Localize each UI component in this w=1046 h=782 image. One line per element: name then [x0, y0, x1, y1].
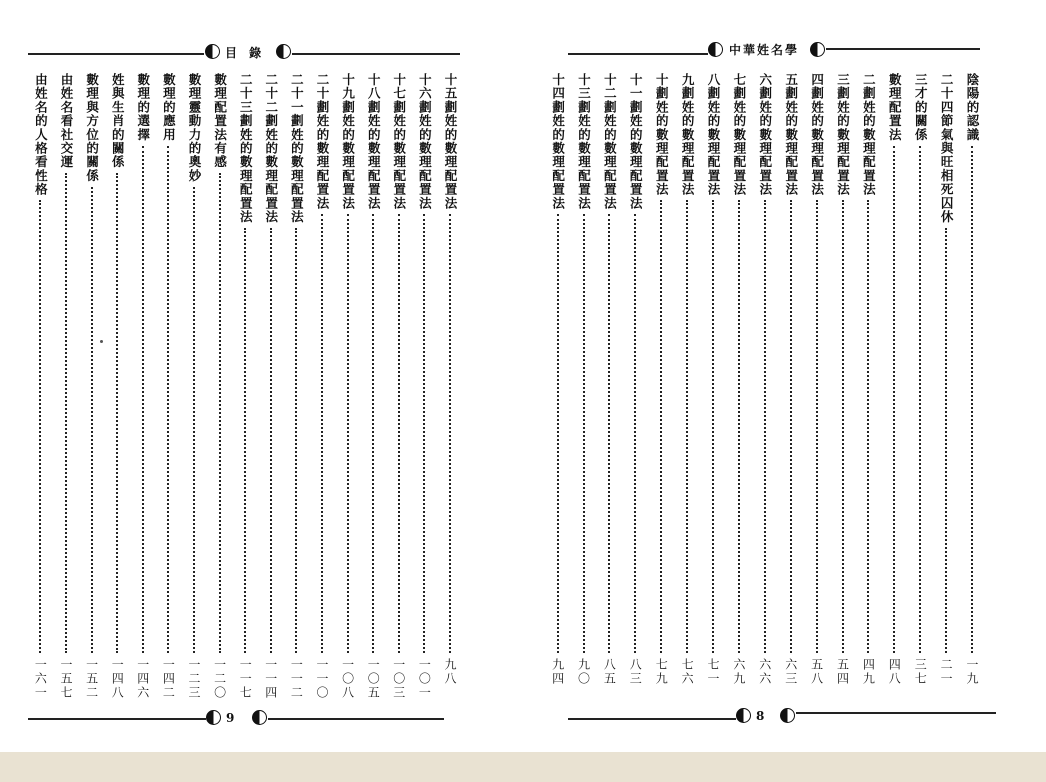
- toc-entry-page-number: 八五: [602, 658, 617, 686]
- footer-rule-right: [268, 718, 444, 720]
- toc-entry: [677, 73, 697, 706]
- toc-entry: [833, 73, 853, 706]
- toc-entry-title: 數理與方位的關係: [84, 73, 100, 183]
- toc-entry: [286, 73, 306, 706]
- toc-entry-title: 二十二劃姓的數理配置法: [263, 73, 279, 224]
- toc-entry-title: 數理配置法有感: [212, 73, 228, 169]
- toc-entry-page-number: 三七: [913, 658, 928, 686]
- toc-entry-title: 二劃姓的數理配置法: [861, 73, 877, 197]
- toc-entry: [414, 73, 434, 706]
- toc-entry-title: 三才的關係: [913, 73, 929, 142]
- toc-entry-title: 二十劃姓的數理配置法: [315, 73, 330, 210]
- toc-entry-page-number: 一四六: [135, 658, 150, 700]
- toc-entry: [312, 73, 332, 706]
- dot-leader: [423, 214, 425, 653]
- dot-leader: [660, 200, 662, 653]
- toc-entry-page-number: 六九: [731, 658, 746, 686]
- toc-entry-page-number: 一五七: [59, 658, 73, 700]
- toc-entry-page-number: 七六: [680, 658, 695, 686]
- toc-entry-title: 由姓名看社交運: [59, 73, 74, 169]
- page-number: 8: [756, 709, 769, 723]
- toc-entry-page-number: 九八: [443, 658, 457, 686]
- toc-entry: [884, 73, 904, 706]
- toc-entry: [858, 73, 878, 706]
- page-header-title: 中華姓名學: [729, 43, 800, 57]
- toc-entry: [107, 73, 127, 706]
- toc-entry-page-number: 六三: [783, 658, 798, 686]
- toc-entry-page-number: 一〇八: [340, 658, 355, 700]
- toc-entry-title: 七劃姓的數理配置法: [731, 73, 747, 197]
- toc-entry: [82, 73, 102, 706]
- toc-entry: [574, 73, 594, 706]
- dot-leader: [219, 173, 221, 653]
- toc-entry: [729, 73, 749, 706]
- toc-entry-title: 數理的應用: [161, 73, 177, 142]
- toc-entry-page-number: 一一七: [238, 658, 253, 700]
- dot-leader: [738, 200, 740, 653]
- toc-entry: [210, 73, 230, 706]
- toc-entry: [755, 73, 775, 706]
- toc-entry-title: 陰陽的認識: [965, 73, 980, 142]
- dot-leader: [167, 146, 169, 654]
- toc-entry-page-number: 一一〇: [315, 658, 329, 700]
- toc-entry: [625, 73, 645, 706]
- toc-entry-title: 六劃姓的數理配置法: [757, 73, 773, 197]
- dot-leader: [557, 214, 559, 653]
- toc-entry: [261, 73, 281, 706]
- toc-entry-title: 八劃姓的數理配置法: [706, 73, 721, 197]
- toc-entry-page-number: 五四: [835, 658, 850, 686]
- header-rule-right: [826, 48, 980, 50]
- dot-leader: [65, 173, 67, 653]
- dot-leader: [116, 173, 118, 653]
- toc-entry: [133, 73, 153, 706]
- toc-page-9: [18, 0, 468, 752]
- toc-entry-page-number: 七九: [654, 658, 669, 686]
- scan-background-strip: [0, 752, 1046, 782]
- dot-leader: [449, 214, 451, 653]
- toc-entry-title: 十九劃姓的數理配置法: [340, 73, 356, 210]
- dot-leader: [347, 214, 349, 653]
- header-rule-left: [28, 53, 204, 55]
- toc-entry-title: 十五劃姓的數理配置法: [443, 73, 458, 210]
- yin-yang-icon: [276, 44, 291, 59]
- footer-rule-right: [796, 712, 996, 714]
- toc-entry-page-number: 四九: [861, 658, 876, 686]
- dot-leader: [919, 146, 921, 654]
- toc-entry-title: 十二劃姓的數理配置法: [602, 73, 618, 210]
- toc-entry-page-number: 七一: [706, 658, 720, 686]
- toc-entry-title: 數理靈動力的奧妙: [187, 73, 202, 183]
- toc-entry-page-number: 六六: [757, 658, 772, 686]
- toc-entry-title: 三劃姓的數理配置法: [835, 73, 851, 197]
- toc-entry-title: 十劃姓的數理配置法: [654, 73, 670, 197]
- toc-entry: [338, 73, 358, 706]
- toc-entry: [389, 73, 409, 706]
- header-rule-right: [292, 53, 460, 55]
- toc-entry-title: 數理配置法: [887, 73, 903, 142]
- dot-leader: [686, 200, 688, 653]
- toc-entry: [936, 73, 956, 706]
- toc-entry-title: 五劃姓的數理配置法: [783, 73, 799, 197]
- toc-entry-page-number: 一四二: [161, 658, 176, 700]
- yin-yang-icon: [736, 708, 751, 723]
- dot-leader: [971, 146, 973, 654]
- toc-entry: [962, 73, 982, 706]
- yin-yang-icon: [205, 44, 220, 59]
- dot-leader: [372, 214, 374, 653]
- toc-entry-page-number: 八三: [628, 658, 643, 686]
- toc-entry-page-number: 一五二: [84, 658, 99, 700]
- toc-entry: [548, 73, 568, 706]
- toc-entry-title: 十六劃姓的數理配置法: [417, 73, 433, 210]
- toc-entry-title: 二十三劃姓的數理配置法: [238, 73, 254, 224]
- toc-entry-title: 十一劃姓的數理配置法: [628, 73, 644, 210]
- toc-entry-title: 十四劃姓的數理配置法: [550, 73, 566, 210]
- dot-leader: [816, 200, 818, 653]
- toc-entry-page-number: 一四八: [110, 658, 125, 700]
- toc-entry-title: 十七劃姓的數理配置法: [391, 73, 407, 210]
- toc-entry-title: 十八劃姓的數理配置法: [366, 73, 382, 210]
- dot-leader: [634, 214, 636, 653]
- toc-entry: [781, 73, 801, 706]
- toc-entry: [184, 73, 204, 706]
- toc-entry: [651, 73, 671, 706]
- toc-entry-title: 九劃姓的數理配置法: [680, 73, 696, 197]
- dot-leader: [193, 187, 195, 653]
- toc-entry: [56, 73, 76, 706]
- footer-rule-left: [28, 718, 206, 720]
- dot-leader: [583, 214, 585, 653]
- toc-entry: [703, 73, 723, 706]
- toc-entry-title: 二十四節氣與旺相死囚休: [939, 73, 955, 224]
- toc-entry-page-number: 九〇: [576, 658, 591, 686]
- toc-entry-title: 姓與生肖的關係: [110, 73, 126, 169]
- dot-leader: [142, 146, 144, 654]
- dot-leader: [842, 200, 844, 653]
- dot-leader: [295, 228, 297, 653]
- toc-entry: [158, 73, 178, 706]
- toc-entry-page-number: 一二三: [187, 658, 201, 700]
- toc-entry-title: 十三劃姓的數理配置法: [576, 73, 592, 210]
- dot-leader: [321, 214, 323, 653]
- toc-entry: [30, 73, 50, 706]
- dot-leader: [764, 200, 766, 653]
- page-header-title: 目 錄: [225, 46, 266, 60]
- dot-leader: [398, 214, 400, 653]
- toc-entry-page-number: 一〇一: [417, 658, 432, 700]
- toc-entry: [440, 73, 460, 706]
- toc-entry-page-number: 二一: [939, 658, 954, 686]
- dot-leader: [91, 187, 93, 653]
- toc-entry-title: 數理的選擇: [135, 73, 151, 142]
- toc-entry-page-number: 四八: [887, 658, 902, 686]
- dot-leader: [867, 200, 869, 653]
- dot-leader: [608, 214, 610, 653]
- toc-entry: [235, 73, 255, 706]
- dot-leader: [790, 200, 792, 653]
- toc-entry: [599, 73, 619, 706]
- toc-entry-page-number: 一一二: [289, 658, 304, 700]
- yin-yang-icon: [206, 710, 221, 725]
- yin-yang-icon: [780, 708, 795, 723]
- toc-entry: [910, 73, 930, 706]
- toc-entry-page-number: 九四: [550, 658, 565, 686]
- toc-entry-page-number: 一六一: [33, 658, 48, 700]
- scan-speck: [100, 340, 103, 343]
- toc-entry-title: 二十一劃姓的數理配置法: [289, 73, 305, 224]
- toc-entry-page-number: 一〇三: [391, 658, 406, 700]
- footer-rule-left: [568, 718, 736, 720]
- toc-entry-page-number: 一一四: [263, 658, 278, 700]
- toc-entry-title: 由姓名的人格看性格: [33, 73, 49, 197]
- dot-leader: [945, 228, 947, 653]
- toc-entry: [363, 73, 383, 706]
- toc-entry-page-number: 一九: [965, 658, 979, 686]
- toc-entry: [807, 73, 827, 706]
- toc-page-8: [548, 0, 1008, 752]
- dot-leader: [270, 228, 272, 653]
- dot-leader: [712, 200, 714, 653]
- dot-leader: [244, 228, 246, 653]
- toc-entry-title: 四劃姓的數理配置法: [809, 73, 825, 197]
- yin-yang-icon: [252, 710, 267, 725]
- header-rule-left: [568, 53, 708, 55]
- yin-yang-icon: [810, 42, 825, 57]
- dot-leader: [893, 146, 895, 654]
- toc-entry-page-number: 一二〇: [212, 658, 227, 700]
- dot-leader: [39, 200, 41, 653]
- page-number: 9: [226, 711, 239, 725]
- yin-yang-icon: [708, 42, 723, 57]
- toc-entry-page-number: 五八: [809, 658, 824, 686]
- toc-entry-page-number: 一〇五: [366, 658, 381, 700]
